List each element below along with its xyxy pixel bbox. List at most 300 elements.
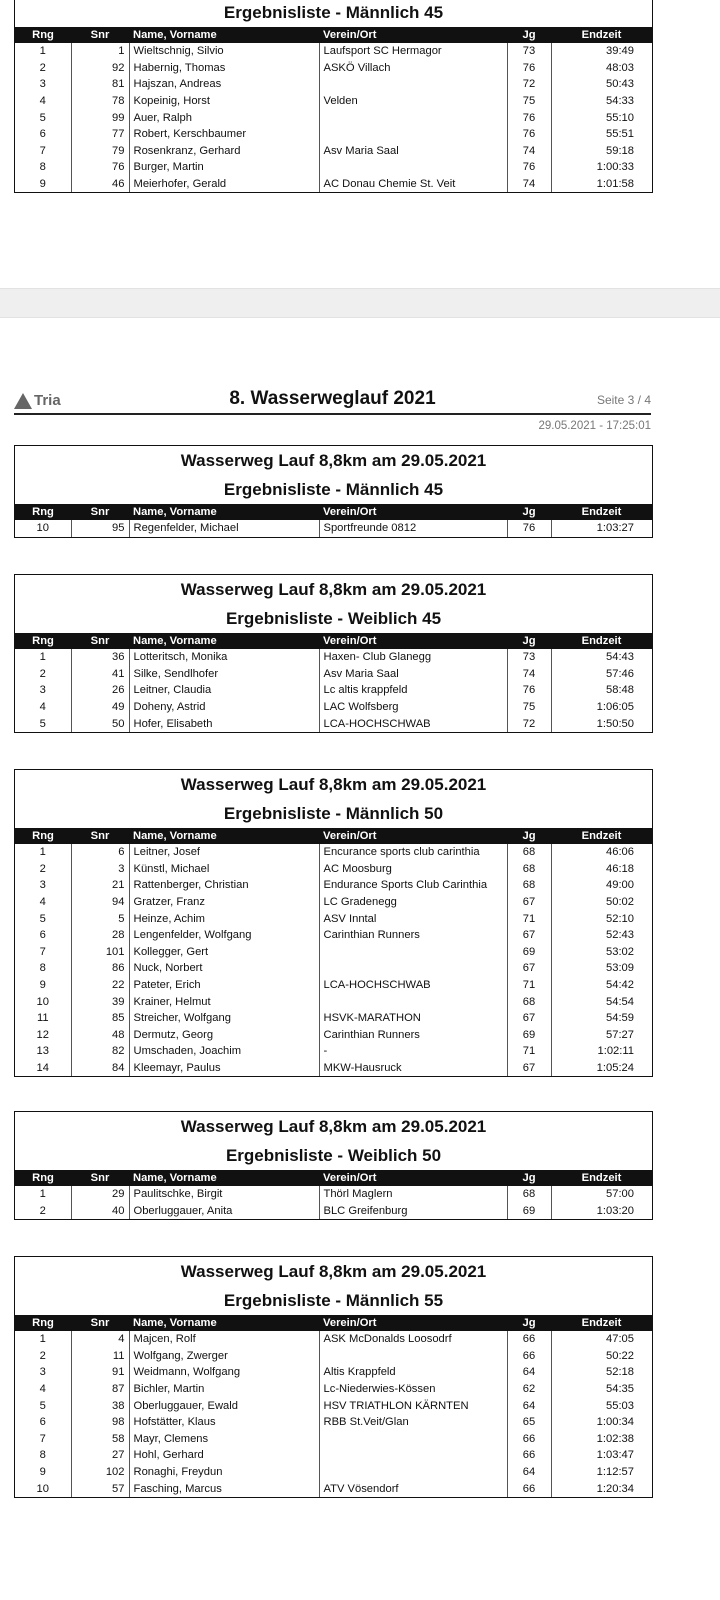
cell-finish-time: 1:03:47 [596, 1449, 634, 1462]
cell-finish-time: 46:18 [606, 862, 634, 875]
table-row [15, 877, 652, 894]
cell-start-number: 101 [71, 944, 129, 961]
table-row [15, 1480, 652, 1497]
cell-club: LCA-HOCHSCHWAB [319, 715, 507, 732]
table-row [15, 1203, 652, 1220]
cell-birth-year: 66 [507, 1431, 551, 1448]
table-header-row [15, 1315, 652, 1331]
table-body [15, 649, 652, 732]
cell-name: Paulitschke, Birgit [129, 1186, 319, 1203]
col-header-name: Name, Vorname [129, 828, 319, 844]
results-table [15, 633, 652, 732]
cell-club: LAC Wolfsberg [319, 699, 507, 716]
cell-start-number: 78 [71, 93, 129, 110]
cell-rank: 11 [15, 1010, 71, 1027]
col-header-rng: Rng [15, 27, 71, 43]
cell-club [319, 1464, 507, 1481]
cell-club: ATV Vösendorf [319, 1480, 507, 1497]
cell-birth-year: 64 [507, 1397, 551, 1414]
cell-club: AC Moosburg [319, 861, 507, 878]
table-row [15, 1364, 652, 1381]
col-header-endzeit: Endzeit [551, 504, 652, 520]
cell-start-number: 85 [71, 1010, 129, 1027]
cell-name: Gratzer, Franz [129, 894, 319, 911]
cell-start-number: 82 [71, 1043, 129, 1060]
cell-club [319, 159, 507, 176]
cell-rank: 7 [15, 1431, 71, 1448]
cell-start-number: 5 [71, 910, 129, 927]
cell-birth-year: 75 [507, 93, 551, 110]
cell-name: Oberluggauer, Ewald [129, 1397, 319, 1414]
cell-rank: 8 [15, 960, 71, 977]
cell-start-number: 27 [71, 1447, 129, 1464]
cell-start-number: 46 [71, 176, 129, 193]
table-row [15, 649, 652, 666]
cell-club: ASK McDonalds Loosodrf [319, 1331, 507, 1348]
table-row [15, 109, 652, 126]
col-header-snr: Snr [71, 1315, 129, 1331]
table-row [15, 1431, 652, 1448]
cell-club: Asv Maria Saal [319, 143, 507, 160]
table-row [15, 682, 652, 699]
results-block-maennlich-50 [14, 769, 653, 1077]
cell-club: Altis Krappfeld [319, 1364, 507, 1381]
cell-rank: 9 [15, 176, 71, 193]
cell-finish-time: 48:03 [606, 61, 634, 74]
cell-name: Leitner, Claudia [129, 682, 319, 699]
race-title: Wasserweg Lauf 8,8km am 29.05.2021 [180, 775, 487, 794]
cell-start-number: 38 [71, 1397, 129, 1414]
cell-club: LC Gradenegg [319, 894, 507, 911]
cell-name: Wieltschnig, Silvio [129, 43, 319, 60]
cell-rank: 4 [15, 1381, 71, 1398]
cell-name: Auer, Ralph [129, 109, 319, 126]
cell-start-number: 3 [71, 861, 129, 878]
logo-text: Tria [34, 392, 61, 409]
cell-birth-year: 76 [507, 159, 551, 176]
cell-club: Encurance sports club carinthia [319, 844, 507, 861]
cell-finish-time: 1:03:27 [596, 522, 634, 535]
cell-rank: 2 [15, 1348, 71, 1365]
cell-birth-year: 66 [507, 1331, 551, 1348]
print-datetime: 29.05.2021 - 17:25:01 [538, 420, 651, 432]
cell-name: Doheny, Astrid [129, 699, 319, 716]
cell-club: Endurance Sports Club Carinthia [319, 877, 507, 894]
cell-birth-year: 71 [507, 910, 551, 927]
cell-name: Mayr, Clemens [129, 1431, 319, 1448]
cell-club: ASV Inntal [319, 910, 507, 927]
table-row [15, 927, 652, 944]
cell-birth-year: 65 [507, 1414, 551, 1431]
cell-finish-time: 52:10 [606, 912, 634, 925]
cell-club: BLC Greifenburg [319, 1203, 507, 1220]
table-row [15, 699, 652, 716]
col-header-verein: Verein/Ort [319, 27, 507, 43]
col-header-verein: Verein/Ort [319, 1170, 507, 1186]
table-row [15, 176, 652, 193]
cell-birth-year: 76 [507, 682, 551, 699]
cell-start-number: 84 [71, 1060, 129, 1077]
cell-club [319, 1348, 507, 1365]
cell-rank: 1 [15, 649, 71, 666]
col-header-snr: Snr [71, 1170, 129, 1186]
cell-rank: 7 [15, 944, 71, 961]
cell-club: Lc-Niederwies-Kössen [319, 1381, 507, 1398]
cell-start-number: 102 [71, 1464, 129, 1481]
cell-name: Umschaden, Joachim [129, 1043, 319, 1060]
table-row [15, 159, 652, 176]
race-title: Wasserweg Lauf 8,8km am 29.05.2021 [180, 451, 487, 470]
table-header-row [15, 828, 652, 844]
cell-finish-time: 54:42 [606, 979, 634, 992]
cell-rank: 5 [15, 109, 71, 126]
cell-rank: 2 [15, 1203, 71, 1220]
cell-finish-time: 55:51 [606, 128, 634, 141]
col-header-snr: Snr [71, 828, 129, 844]
table-row [15, 1010, 652, 1027]
cell-rank: 6 [15, 1414, 71, 1431]
cell-finish-time: 1:50:50 [596, 717, 634, 730]
cell-club [319, 993, 507, 1010]
cell-start-number: 21 [71, 877, 129, 894]
col-header-jg: Jg [507, 27, 551, 43]
cell-birth-year: 74 [507, 143, 551, 160]
cell-rank: 10 [15, 520, 71, 537]
cell-rank: 3 [15, 76, 71, 93]
cell-birth-year: 67 [507, 894, 551, 911]
cell-finish-time: 55:10 [606, 111, 634, 124]
table-row [15, 844, 652, 861]
col-header-endzeit: Endzeit [551, 1170, 652, 1186]
cell-club: Carinthian Runners [319, 1027, 507, 1044]
cell-finish-time: 46:06 [606, 846, 634, 859]
cell-finish-time: 54:35 [606, 1383, 634, 1396]
cell-start-number: 26 [71, 682, 129, 699]
table-row [15, 944, 652, 961]
cell-start-number: 28 [71, 927, 129, 944]
results-table [15, 504, 652, 537]
cell-name: Robert, Kerschbaumer [129, 126, 319, 143]
cell-club: Lc altis krappfeld [319, 682, 507, 699]
table-header-row [15, 1170, 652, 1186]
cell-name: Hofer, Elisabeth [129, 715, 319, 732]
cell-finish-time: 50:22 [606, 1349, 634, 1362]
col-header-verein: Verein/Ort [319, 1315, 507, 1331]
cell-finish-time: 1:00:33 [596, 161, 634, 174]
table-header-row [15, 504, 652, 520]
cell-birth-year: 76 [507, 109, 551, 126]
table-row [15, 520, 652, 537]
cell-name: Dermutz, Georg [129, 1027, 319, 1044]
cell-start-number: 57 [71, 1480, 129, 1497]
table-body [15, 43, 652, 192]
cell-finish-time: 49:00 [606, 879, 634, 892]
cell-rank: 3 [15, 682, 71, 699]
table-row [15, 43, 652, 60]
cell-name: Kollegger, Gert [129, 944, 319, 961]
cell-start-number: 11 [71, 1348, 129, 1365]
cell-rank: 6 [15, 927, 71, 944]
cell-club [319, 126, 507, 143]
results-block-maennlich-55 [14, 1256, 653, 1498]
table-row [15, 977, 652, 994]
table-header-row [15, 633, 652, 649]
cell-finish-time: 57:27 [606, 1028, 634, 1041]
table-row [15, 93, 652, 110]
cell-club [319, 109, 507, 126]
cell-club: Thörl Maglern [319, 1186, 507, 1203]
cell-birth-year: 67 [507, 1010, 551, 1027]
block-title: Ergebnisliste - Männlich 50 [223, 804, 444, 823]
col-header-rng: Rng [15, 633, 71, 649]
cell-rank: 13 [15, 1043, 71, 1060]
cell-club: ASKÖ Villach [319, 60, 507, 77]
cell-rank: 2 [15, 666, 71, 683]
cell-start-number: 98 [71, 1414, 129, 1431]
cell-start-number: 50 [71, 715, 129, 732]
race-title: Wasserweg Lauf 8,8km am 29.05.2021 [180, 1117, 487, 1136]
col-header-endzeit: Endzeit [551, 633, 652, 649]
cell-club: Asv Maria Saal [319, 666, 507, 683]
cell-name: Leitner, Josef [129, 844, 319, 861]
cell-name: Meierhofer, Gerald [129, 176, 319, 193]
cell-rank: 4 [15, 699, 71, 716]
cell-finish-time: 1:02:11 [597, 1045, 634, 1058]
col-header-verein: Verein/Ort [319, 504, 507, 520]
cell-birth-year: 66 [507, 1447, 551, 1464]
cell-name: Rattenberger, Christian [129, 877, 319, 894]
results-block-weiblich-50 [14, 1111, 653, 1220]
cell-start-number: 99 [71, 109, 129, 126]
cell-birth-year: 72 [507, 715, 551, 732]
cell-birth-year: 74 [507, 176, 551, 193]
cell-name: Regenfelder, Michael [129, 520, 319, 537]
results-block-fragment [14, 0, 653, 193]
cell-finish-time: 53:02 [606, 945, 634, 958]
table-row [15, 1464, 652, 1481]
cell-club: Haxen- Club Glanegg [319, 649, 507, 666]
cell-finish-time: 52:43 [606, 929, 634, 942]
table-row [15, 1414, 652, 1431]
table-row [15, 715, 652, 732]
cell-name: Nuck, Norbert [129, 960, 319, 977]
table-row [15, 1331, 652, 1348]
cell-finish-time: 1:20:34 [596, 1482, 634, 1495]
cell-rank: 9 [15, 1464, 71, 1481]
cell-finish-time: 52:18 [606, 1366, 634, 1379]
col-header-rng: Rng [15, 1315, 71, 1331]
cell-name: Künstl, Michael [129, 861, 319, 878]
cell-start-number: 58 [71, 1431, 129, 1448]
table-row [15, 1186, 652, 1203]
cell-name: Pateter, Erich [129, 977, 319, 994]
page-top-fragment [0, 0, 720, 288]
cell-name: Heinze, Achim [129, 910, 319, 927]
cell-birth-year: 67 [507, 927, 551, 944]
cell-rank: 14 [15, 1060, 71, 1077]
cell-name: Wolfgang, Zwerger [129, 1348, 319, 1365]
cell-club: HSV TRIATHLON KÄRNTEN [319, 1397, 507, 1414]
results-table [15, 27, 652, 192]
results-table [15, 828, 652, 1076]
block-title: Ergebnisliste - Männlich 55 [223, 1291, 444, 1310]
results-table [15, 1315, 652, 1497]
cell-name: Krainer, Helmut [129, 993, 319, 1010]
cell-club: Sportfreunde 0812 [319, 520, 507, 537]
page-separator [0, 288, 720, 318]
cell-finish-time: 1:05:24 [596, 1062, 634, 1075]
cell-rank: 10 [15, 1480, 71, 1497]
cell-birth-year: 73 [507, 649, 551, 666]
cell-finish-time: 54:43 [606, 651, 634, 664]
table-row [15, 910, 652, 927]
table-row [15, 1348, 652, 1365]
cell-finish-time: 55:03 [606, 1399, 634, 1412]
col-header-name: Name, Vorname [129, 633, 319, 649]
cell-start-number: 29 [71, 1186, 129, 1203]
col-header-jg: Jg [507, 828, 551, 844]
cell-birth-year: 68 [507, 1186, 551, 1203]
table-header-row [15, 27, 652, 43]
cell-finish-time: 57:00 [606, 1188, 634, 1201]
cell-name: Oberluggauer, Anita [129, 1203, 319, 1220]
col-header-endzeit: Endzeit [551, 1315, 652, 1331]
table-row [15, 143, 652, 160]
cell-birth-year: 75 [507, 699, 551, 716]
cell-club [319, 1431, 507, 1448]
cell-birth-year: 76 [507, 520, 551, 537]
cell-rank: 4 [15, 93, 71, 110]
cell-birth-year: 69 [507, 1203, 551, 1220]
results-block-maennlich-45 [14, 445, 653, 538]
col-header-name: Name, Vorname [129, 1170, 319, 1186]
col-header-snr: Snr [71, 27, 129, 43]
page-number: Seite 3 / 4 [596, 393, 651, 407]
cell-rank: 8 [15, 1447, 71, 1464]
cell-finish-time: 1:01:58 [596, 178, 634, 191]
cell-start-number: 49 [71, 699, 129, 716]
col-header-endzeit: Endzeit [551, 828, 652, 844]
table-row [15, 76, 652, 93]
cell-rank: 3 [15, 877, 71, 894]
cell-start-number: 79 [71, 143, 129, 160]
cell-club: Laufsport SC Hermagor [319, 43, 507, 60]
col-header-rng: Rng [15, 504, 71, 520]
cell-start-number: 76 [71, 159, 129, 176]
col-header-verein: Verein/Ort [319, 633, 507, 649]
table-row [15, 1381, 652, 1398]
cell-birth-year: 66 [507, 1348, 551, 1365]
cell-start-number: 1 [71, 43, 129, 60]
cell-birth-year: 68 [507, 993, 551, 1010]
cell-birth-year: 66 [507, 1480, 551, 1497]
cell-birth-year: 74 [507, 666, 551, 683]
table-body [15, 844, 652, 1076]
cell-name: Streicher, Wolfgang [129, 1010, 319, 1027]
table-body [15, 1186, 652, 1219]
cell-birth-year: 71 [507, 1043, 551, 1060]
cell-name: Hajszan, Andreas [129, 76, 319, 93]
cell-start-number: 39 [71, 993, 129, 1010]
table-row [15, 126, 652, 143]
cell-club: AC Donau Chemie St. Veit [319, 176, 507, 193]
cell-start-number: 41 [71, 666, 129, 683]
race-title: Wasserweg Lauf 8,8km am 29.05.2021 [180, 580, 487, 599]
cell-club: HSVK-MARATHON [319, 1010, 507, 1027]
block-title: Ergebnisliste - Männlich 45 [223, 480, 444, 499]
col-header-jg: Jg [507, 633, 551, 649]
table-row [15, 894, 652, 911]
table-row [15, 1043, 652, 1060]
cell-rank: 1 [15, 844, 71, 861]
results-block-weiblich-45 [14, 574, 653, 733]
cell-name: Bichler, Martin [129, 1381, 319, 1398]
race-title: Wasserweg Lauf 8,8km am 29.05.2021 [180, 1262, 487, 1281]
cell-birth-year: 72 [507, 76, 551, 93]
cell-club: MKW-Hausruck [319, 1060, 507, 1077]
cell-rank: 8 [15, 159, 71, 176]
cell-name: Hofstätter, Klaus [129, 1414, 319, 1431]
cell-finish-time: 1:03:20 [596, 1204, 634, 1217]
table-body [15, 520, 652, 537]
col-header-name: Name, Vorname [129, 504, 319, 520]
cell-club: RBB St.Veit/Glan [319, 1414, 507, 1431]
col-header-endzeit: Endzeit [551, 27, 652, 43]
cell-finish-time: 54:59 [606, 1012, 634, 1025]
cell-name: Weidmann, Wolfgang [129, 1364, 319, 1381]
col-header-jg: Jg [507, 1315, 551, 1331]
cell-club: - [319, 1043, 507, 1060]
cell-start-number: 77 [71, 126, 129, 143]
cell-rank: 12 [15, 1027, 71, 1044]
cell-name: Kopeinig, Horst [129, 93, 319, 110]
cell-birth-year: 71 [507, 977, 551, 994]
table-row [15, 993, 652, 1010]
table-row [15, 1060, 652, 1077]
cell-club [319, 960, 507, 977]
block-title: Ergebnisliste - Weiblich 50 [225, 1146, 442, 1165]
col-header-snr: Snr [71, 504, 129, 520]
cell-finish-time: 50:02 [606, 896, 634, 909]
cell-birth-year: 69 [507, 944, 551, 961]
cell-finish-time: 50:43 [606, 78, 634, 91]
table-row [15, 1397, 652, 1414]
cell-rank: 1 [15, 43, 71, 60]
cell-start-number: 81 [71, 76, 129, 93]
cell-name: Habernig, Thomas [129, 60, 319, 77]
col-header-rng: Rng [15, 1170, 71, 1186]
cell-name: Hohl, Gerhard [129, 1447, 319, 1464]
col-header-jg: Jg [507, 1170, 551, 1186]
cell-birth-year: 68 [507, 877, 551, 894]
col-header-rng: Rng [15, 828, 71, 844]
cell-start-number: 92 [71, 60, 129, 77]
cell-birth-year: 68 [507, 861, 551, 878]
cell-finish-time: 54:33 [606, 95, 634, 108]
cell-start-number: 22 [71, 977, 129, 994]
cell-rank: 7 [15, 143, 71, 160]
cell-name: Burger, Martin [129, 159, 319, 176]
cell-start-number: 87 [71, 1381, 129, 1398]
cell-birth-year: 64 [507, 1364, 551, 1381]
cell-rank: 1 [15, 1331, 71, 1348]
table-row [15, 1447, 652, 1464]
cell-name: Fasching, Marcus [129, 1480, 319, 1497]
cell-start-number: 40 [71, 1203, 129, 1220]
cell-name: Silke, Sendlhofer [129, 666, 319, 683]
cell-finish-time: 39:49 [606, 45, 634, 58]
cell-rank: 5 [15, 1397, 71, 1414]
